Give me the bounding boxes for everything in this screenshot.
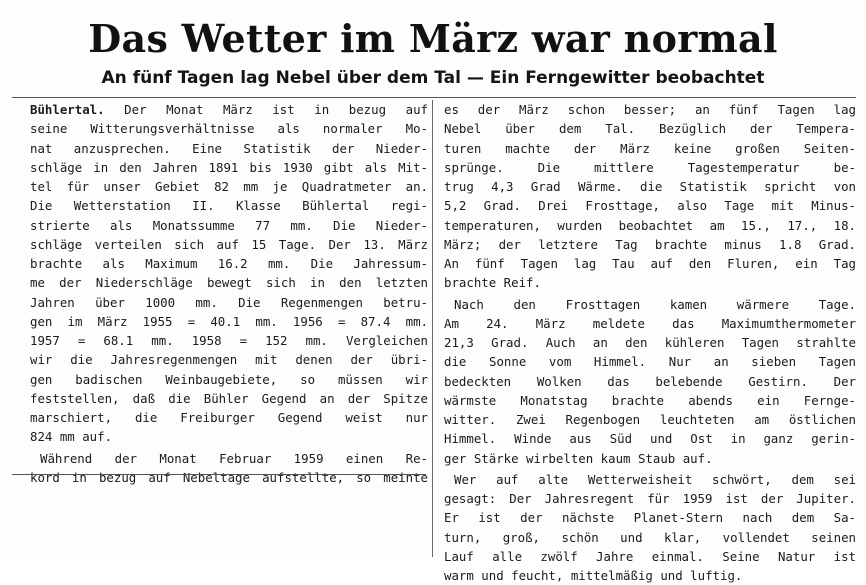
- body-line: gen badischen Weinbaugebiete, so müssen wir: [30, 371, 428, 387]
- body-line: temperaturen, wurden beobachtet am 15., 17., 18.: [444, 217, 856, 233]
- body-line: Er ist der nächste Planet-Stern nach dem Sa-: [444, 510, 856, 526]
- body-line: trug 4,3 Grad Wärme. die Statistik spricht von: [444, 179, 856, 194]
- body-line: Wer auf alte Wetterweisheit schwört, dem sei: [454, 471, 856, 487]
- body-line: schläge verteilen sich auf 15 Tage. Der 13. März: [30, 236, 428, 252]
- body-line: strierte als Monatssumme 77 mm. Die Nieder-: [30, 217, 428, 233]
- body-line: turen machte der März keine großen Seiten-: [444, 140, 856, 156]
- body-line: wir die Jahresregenmengen mit denen der übri-: [30, 352, 428, 368]
- body-line: nat anzusprechen. Eine Statistik der Nieder-: [30, 140, 428, 156]
- body-line: Jahren über 1000 mm. Die Regenmengen betru-: [30, 294, 428, 310]
- body-line: bedeckten Wolken das belebende Gestirn. Der: [444, 373, 856, 389]
- body-line-text: Der Monat März ist in bezug auf: [104, 102, 428, 117]
- article-headline: Das Wetter im März war normal: [88, 16, 778, 61]
- body-line: feststellen, daß die Bühler Gegend an der Spitze: [30, 390, 428, 406]
- body-line: Himmel. Winde aus Süd und Ost in ganz gerin-: [444, 431, 856, 447]
- body-line: Nach den Frosttagen kamen wärmere Tage.: [454, 296, 856, 312]
- body-line: ger Stärke wirbelten kaum Staub auf.: [444, 450, 713, 466]
- body-line: 824 mm auf.: [30, 429, 113, 445]
- body-line: tel für unser Gebiet 82 mm je Quadratmeter an.: [30, 179, 428, 194]
- body-line: marschiert, die Freiburger Gegend weist nur: [30, 410, 428, 425]
- body-line: warm und feucht, mittelmäßig und luftig.: [444, 568, 743, 583]
- body-line: 1957 = 68.1 mm. 1958 = 152 mm. Vergleichen: [30, 333, 428, 348]
- body-line: es der März schon besser; an fünf Tagen lag: [444, 102, 856, 117]
- body-line: seine Witterungsverhältnisse als normaler Mo-: [30, 121, 428, 137]
- article-subheadline: An fünf Tagen lag Nebel über dem Tal — Ein Ferngewitter beobachtet: [101, 68, 765, 88]
- body-line: gen im März 1955 = 40.1 mm. 1956 = 87.4 mm.: [30, 313, 428, 329]
- body-line: me der Niederschläge bewegt sich in den letzten: [30, 275, 428, 291]
- body-line: Die Wetterstation II. Klasse Bühlertal regi-: [30, 198, 428, 214]
- body-line: sprünge. Die mittlere Tagestemperatur be-: [444, 159, 856, 175]
- left-column: [30, 100, 428, 487]
- body-line: Während der Monat Februar 1959 einen Re-: [40, 450, 428, 466]
- dateline: Bühlertal.: [30, 102, 105, 117]
- body-line: [30, 100, 428, 119]
- body-line: An fünf Tagen lag Tau auf den Fluren, ein Tag: [444, 256, 856, 271]
- body-line: wärmste Monatstag brachte abends ein Fernge-: [444, 392, 856, 408]
- column-divider: [432, 100, 433, 557]
- body-line: Am 24. März meldete das Maximumthermometer: [444, 315, 856, 331]
- right-column: [444, 100, 856, 585]
- body-line: gesagt: Der Jahresregent für 1959 ist der Jupiter.: [444, 491, 856, 506]
- body-line: die Sonne vom Himmel. Nur an sieben Tagen: [444, 354, 856, 370]
- body-line: März; der letztere Tag brachte minus 1.8 Grad.: [444, 236, 856, 252]
- column-end-rule: [12, 474, 426, 475]
- body-line: Nebel über dem Tal. Bezüglich der Tempera-: [444, 121, 856, 137]
- body-line: schläge in den Jahren 1891 bis 1930 gibt als Mit-: [30, 159, 428, 175]
- body-line: witter. Zwei Regenbogen leuchteten am östlichen: [444, 412, 856, 427]
- top-divider: [12, 97, 856, 98]
- body-line: brachte als Maximum 16.2 mm. Die Jahressum-: [30, 256, 428, 271]
- body-line: 5,2 Grad. Drei Frosttage, also Tage mit Minus-: [444, 198, 856, 214]
- body-line: kord in bezug auf Nebeltage aufstellte, so meinte: [30, 469, 428, 485]
- body-line: brachte Reif.: [444, 275, 541, 291]
- body-line: turn, groß, schön und klar, vollendet seinen: [444, 529, 856, 545]
- body-line: 21,3 Grad. Auch an den kühleren Tagen strahlte: [444, 335, 856, 350]
- body-line: Lauf alle zwölf Jahre einmal. Seine Natur ist: [444, 548, 856, 564]
